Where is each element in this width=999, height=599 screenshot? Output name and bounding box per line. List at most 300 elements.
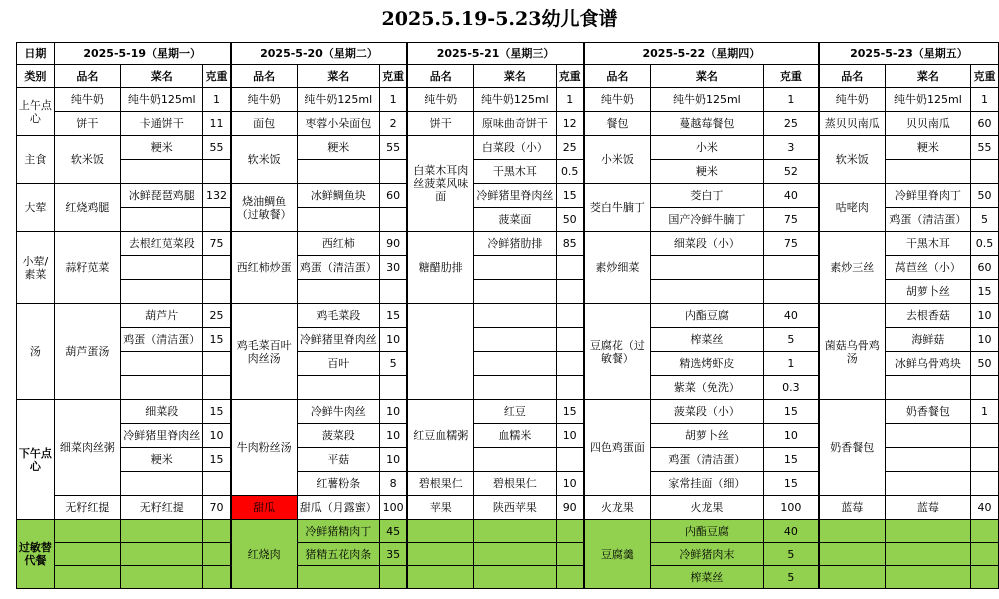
- dish-name: 家常挂面（细）: [650, 472, 763, 496]
- weight: [556, 448, 584, 472]
- item-name: [407, 304, 473, 400]
- category-allergy: 过敏替代餐: [17, 520, 55, 589]
- dish-name: 鸡蛋（清洁蛋）: [885, 208, 970, 232]
- weight: [379, 566, 407, 589]
- dish-name: 粳米: [121, 136, 203, 160]
- weight: [203, 352, 231, 376]
- weight: 75: [763, 208, 818, 232]
- col-item: 品名: [54, 65, 120, 88]
- col-weight: 克重: [971, 65, 999, 88]
- weight: 50: [556, 208, 584, 232]
- dish-name: 猪精五花肉条: [297, 543, 379, 566]
- weight: 5: [379, 352, 407, 376]
- dish-name: 红薯粉条: [297, 472, 379, 496]
- dish-name: 冷鲜猪精肉丁: [297, 520, 379, 543]
- weight: [556, 376, 584, 400]
- weight: 30: [379, 256, 407, 280]
- item-name: 豆腐花（过敏餐）: [584, 304, 650, 400]
- dish-name: [650, 280, 763, 304]
- dish-name: 粳米: [885, 136, 970, 160]
- weight: [203, 280, 231, 304]
- item-name: 牛肉粉丝汤: [231, 400, 297, 496]
- weight: [203, 208, 231, 232]
- weight: [971, 376, 999, 400]
- weight: [379, 376, 407, 400]
- dish-name: [297, 566, 379, 589]
- dish-name: 卡通饼干: [121, 112, 203, 136]
- weight: [203, 160, 231, 184]
- weight: [971, 160, 999, 184]
- table-row: [17, 400, 999, 424]
- weight: 15: [763, 472, 818, 496]
- weight: 25: [763, 112, 818, 136]
- item-name: 纯牛奶: [819, 88, 885, 112]
- weight: [556, 566, 584, 589]
- item-name: 无籽红提: [54, 496, 120, 520]
- col-weight: 克重: [203, 65, 231, 88]
- item-name: [54, 543, 120, 566]
- item-name: 小米饭: [584, 136, 650, 184]
- item-name: 鸡毛菜百叶肉丝汤: [231, 304, 297, 400]
- category-staple: 主食: [17, 136, 55, 184]
- dish-name: [121, 208, 203, 232]
- weight: 35: [379, 543, 407, 566]
- col-dish: 菜名: [297, 65, 379, 88]
- item-name: 苹果: [407, 496, 473, 520]
- dish-name: 血糯米: [474, 424, 556, 448]
- weight: 70: [203, 496, 231, 520]
- item-name: 细菜肉丝粥: [54, 400, 120, 496]
- weight: [203, 472, 231, 496]
- weight: [971, 424, 999, 448]
- weight: 2: [379, 112, 407, 136]
- weight: 75: [203, 232, 231, 256]
- dish-name: [121, 566, 203, 589]
- weight: [971, 520, 999, 543]
- dish-name: 莴苣丝（小）: [885, 256, 970, 280]
- day-header-fri: 2025-5-23（星期五）: [819, 43, 999, 65]
- item-name: 红烧肉: [231, 520, 297, 589]
- weight: 15: [203, 400, 231, 424]
- dish-name: 火龙果: [650, 496, 763, 520]
- dish-name: 无籽红提: [121, 496, 203, 520]
- col-weight: 克重: [379, 65, 407, 88]
- dish-name: 白菜段（小）: [474, 136, 556, 160]
- day-header-mon: 2025-5-19（星期一）: [54, 43, 230, 65]
- dish-name: 干黑木耳: [474, 160, 556, 184]
- weight: 11: [203, 112, 231, 136]
- weight: 90: [556, 496, 584, 520]
- dish-name: 冷鲜猪里脊肉丝: [297, 328, 379, 352]
- item-name: [407, 566, 473, 589]
- weight: 10: [379, 448, 407, 472]
- dish-name: [474, 448, 556, 472]
- col-dish: 菜名: [650, 65, 763, 88]
- weight: 1: [763, 352, 818, 376]
- dish-name: 陕西苹果: [474, 496, 556, 520]
- weight: [203, 520, 231, 543]
- weight: 50: [971, 184, 999, 208]
- weight: [379, 160, 407, 184]
- day-header-thu: 2025-5-22（星期四）: [584, 43, 819, 65]
- dish-name: [297, 160, 379, 184]
- weight: 55: [379, 136, 407, 160]
- weight: 1: [971, 400, 999, 424]
- dish-name: 冰鲜琵琶鸡腿: [121, 184, 203, 208]
- dish-name: 干黑木耳: [885, 232, 970, 256]
- item-name: [54, 520, 120, 543]
- weight: [763, 256, 818, 280]
- weight: [203, 256, 231, 280]
- category-veg: 小荤/素菜: [17, 232, 55, 304]
- table-row: [17, 304, 999, 328]
- weight: 55: [971, 136, 999, 160]
- weight: 45: [379, 520, 407, 543]
- weight: [379, 280, 407, 304]
- dish-name: [474, 566, 556, 589]
- weight: [556, 543, 584, 566]
- weight: [556, 304, 584, 328]
- dish-name: 鸡蛋（清洁蛋）: [121, 328, 203, 352]
- weight: 60: [971, 112, 999, 136]
- dish-name: 茭白丁: [650, 184, 763, 208]
- dish-name: 纯牛奶125ml: [474, 88, 556, 112]
- dish-name: 榨菜丝: [650, 566, 763, 589]
- page-title: 2025.5.19-5.23幼儿食谱: [381, 8, 618, 30]
- dish-name: 冷鲜里脊肉丁: [885, 184, 970, 208]
- dish-name: 纯牛奶125ml: [297, 88, 379, 112]
- dish-name: 纯牛奶125ml: [650, 88, 763, 112]
- dish-name: 冰鲜鲷鱼块: [297, 184, 379, 208]
- weight: 15: [763, 400, 818, 424]
- item-name: 咕咾肉: [819, 184, 885, 232]
- item-name: 红烧鸡腿: [54, 184, 120, 232]
- weight: 85: [556, 232, 584, 256]
- weight: [556, 520, 584, 543]
- col-item: 品名: [584, 65, 650, 88]
- dish-name: 贝贝南瓜: [885, 112, 970, 136]
- col-weight: 克重: [556, 65, 584, 88]
- dish-name: 鸡毛菜段: [297, 304, 379, 328]
- item-name: 纯牛奶: [584, 88, 650, 112]
- item-name: 软米饭: [54, 136, 120, 184]
- item-name: 饼干: [407, 112, 473, 136]
- weight: 5: [763, 543, 818, 566]
- dish-name: [474, 543, 556, 566]
- item-name: 烧油鲷鱼（过敏餐）: [231, 184, 297, 232]
- dish-name: [885, 520, 970, 543]
- table-row: [17, 496, 999, 520]
- weight: [379, 208, 407, 232]
- item-name: 红豆血糯粥: [407, 400, 473, 472]
- weight: [971, 543, 999, 566]
- dish-name: 纯牛奶125ml: [121, 88, 203, 112]
- item-name: [407, 543, 473, 566]
- dish-name: [121, 280, 203, 304]
- weight: 100: [763, 496, 818, 520]
- item-name: 饼干: [54, 112, 120, 136]
- weight: 10: [763, 424, 818, 448]
- dish-name: 冷鲜牛肉丝: [297, 400, 379, 424]
- dish-name: 胡萝卜丝: [650, 424, 763, 448]
- dish-name: 平菇: [297, 448, 379, 472]
- item-name: 面包: [231, 112, 297, 136]
- weight: 40: [971, 496, 999, 520]
- dish-name: 鸡蛋（清洁蛋）: [650, 448, 763, 472]
- weight: [556, 352, 584, 376]
- dish-name: [474, 256, 556, 280]
- table-row: [17, 136, 999, 160]
- dish-name: 粳米: [650, 160, 763, 184]
- weight: 15: [379, 304, 407, 328]
- weight: 5: [971, 208, 999, 232]
- dish-name: 粳米: [121, 448, 203, 472]
- category-meat: 大荤: [17, 184, 55, 232]
- weight: 1: [556, 88, 584, 112]
- dish-name: 纯牛奶125ml: [885, 88, 970, 112]
- item-name: 葫芦蛋汤: [54, 304, 120, 400]
- weight: 40: [763, 304, 818, 328]
- col-item: 品名: [231, 65, 297, 88]
- weight: 0.3: [763, 376, 818, 400]
- item-name: 餐包: [584, 112, 650, 136]
- item-name: 软米饭: [231, 136, 297, 184]
- col-item: 品名: [819, 65, 885, 88]
- weight: 40: [763, 184, 818, 208]
- weight: 25: [203, 304, 231, 328]
- weight: 3: [763, 136, 818, 160]
- weight: 10: [203, 424, 231, 448]
- weight: 1: [203, 88, 231, 112]
- weight: 10: [971, 304, 999, 328]
- dish-name: 冷鲜猪肋排: [474, 232, 556, 256]
- dish-name: [121, 160, 203, 184]
- dish-name: [121, 256, 203, 280]
- item-name: 蒜籽苋菜: [54, 232, 120, 304]
- item-name: [407, 520, 473, 543]
- dish-name: [121, 352, 203, 376]
- item-name: [819, 543, 885, 566]
- item-name: 菌菇乌骨鸡汤: [819, 304, 885, 400]
- dish-name: 枣蓉小朵面包: [297, 112, 379, 136]
- col-item: 品名: [407, 65, 473, 88]
- table-row: [17, 520, 999, 543]
- item-name: 白菜木耳肉丝菠菜风味面: [407, 136, 473, 232]
- table-row: [17, 232, 999, 256]
- weight: [203, 543, 231, 566]
- weight: [971, 448, 999, 472]
- dish-name: [297, 376, 379, 400]
- item-name: [54, 566, 120, 589]
- weight: 1: [763, 88, 818, 112]
- weight: 50: [971, 352, 999, 376]
- dish-name: [474, 280, 556, 304]
- dish-name: 冷鲜猪肉末: [650, 543, 763, 566]
- weight: [556, 256, 584, 280]
- dish-name: 奶香餐包: [885, 400, 970, 424]
- dish-name: [121, 376, 203, 400]
- weight: 52: [763, 160, 818, 184]
- dish-name: 冰鲜乌骨鸡块: [885, 352, 970, 376]
- weight: 75: [763, 232, 818, 256]
- dish-name: [885, 566, 970, 589]
- dish-name: 榨菜丝: [650, 328, 763, 352]
- dish-name: 内酯豆腐: [650, 304, 763, 328]
- weight: 15: [203, 448, 231, 472]
- column-header-row: [17, 65, 999, 88]
- dish-name: 菠菜段（小）: [650, 400, 763, 424]
- dish-name: 去根红苋菜段: [121, 232, 203, 256]
- col-weight: 克重: [763, 65, 818, 88]
- weight: 15: [971, 280, 999, 304]
- table-row: [17, 184, 999, 208]
- weight: 5: [763, 328, 818, 352]
- item-name: 软米饭: [819, 136, 885, 184]
- dish-name: 蔓越莓餐包: [650, 112, 763, 136]
- item-name: 纯牛奶: [407, 88, 473, 112]
- dish-name: [474, 328, 556, 352]
- category-label: 类别: [17, 65, 55, 88]
- dish-name: [650, 256, 763, 280]
- dish-name: 去根香菇: [885, 304, 970, 328]
- weight: 10: [556, 472, 584, 496]
- weight: [203, 566, 231, 589]
- weight: 1: [971, 88, 999, 112]
- item-name: 蒸贝贝南瓜: [819, 112, 885, 136]
- weight: 1: [379, 88, 407, 112]
- dish-name: [474, 520, 556, 543]
- item-name: 糖醋肋排: [407, 232, 473, 304]
- item-name: 甜瓜: [231, 496, 297, 520]
- dish-name: 粳米: [297, 136, 379, 160]
- dish-name: 菠菜段: [297, 424, 379, 448]
- dish-name: 葫芦片: [121, 304, 203, 328]
- weight: 10: [379, 400, 407, 424]
- weight: 90: [379, 232, 407, 256]
- dish-name: [885, 160, 970, 184]
- dish-name: 西红柿: [297, 232, 379, 256]
- item-name: 四色鸡蛋面: [584, 400, 650, 496]
- dish-name: [885, 472, 970, 496]
- dish-name: 冷鲜猪里脊肉丝: [474, 184, 556, 208]
- item-name: 奶香餐包: [819, 400, 885, 496]
- weight: 15: [203, 328, 231, 352]
- weight: 100: [379, 496, 407, 520]
- dish-name: [885, 448, 970, 472]
- dish-name: [885, 424, 970, 448]
- weight: 10: [379, 328, 407, 352]
- dish-name: 细菜段: [121, 400, 203, 424]
- dish-name: 冷鲜猪里脊肉丝: [121, 424, 203, 448]
- weight: 5: [763, 566, 818, 589]
- dish-name: [885, 543, 970, 566]
- dish-name: [474, 304, 556, 328]
- item-name: 纯牛奶: [54, 88, 120, 112]
- weight: [971, 566, 999, 589]
- item-name: 碧根果仁: [407, 472, 473, 496]
- item-name: [819, 520, 885, 543]
- weight: 132: [203, 184, 231, 208]
- dish-name: 蓝莓: [885, 496, 970, 520]
- day-header-wed: 2025-5-21（星期三）: [407, 43, 584, 65]
- weight: 40: [763, 520, 818, 543]
- item-name: 茭白牛腩丁: [584, 184, 650, 232]
- dish-name: 精选烤虾皮: [650, 352, 763, 376]
- col-dish: 菜名: [121, 65, 203, 88]
- dish-name: 海鲜菇: [885, 328, 970, 352]
- dish-name: [121, 543, 203, 566]
- weight: [556, 280, 584, 304]
- item-name: 火龙果: [584, 496, 650, 520]
- dish-name: 胡萝卜丝: [885, 280, 970, 304]
- date-label: 日期: [17, 43, 55, 65]
- weight: 10: [971, 328, 999, 352]
- category-pm-snack: 下午点心: [17, 400, 55, 520]
- col-dish: 菜名: [885, 65, 970, 88]
- menu-table: [16, 42, 999, 589]
- item-name: 素炒三丝: [819, 232, 885, 304]
- dish-name: 红豆: [474, 400, 556, 424]
- table-row: [17, 566, 999, 589]
- dish-name: 细菜段（小）: [650, 232, 763, 256]
- date-row: [17, 43, 999, 65]
- weight: 12: [556, 112, 584, 136]
- dish-name: [297, 280, 379, 304]
- dish-name: 百叶: [297, 352, 379, 376]
- dish-name: 甜瓜（月露蜜）: [297, 496, 379, 520]
- dish-name: 国产冷鲜牛腩丁: [650, 208, 763, 232]
- dish-name: [885, 376, 970, 400]
- weight: [971, 472, 999, 496]
- item-name: 纯牛奶: [231, 88, 297, 112]
- item-name: [819, 566, 885, 589]
- dish-name: [121, 472, 203, 496]
- dish-name: 碧根果仁: [474, 472, 556, 496]
- weight: 55: [203, 136, 231, 160]
- dish-name: 菠菜面: [474, 208, 556, 232]
- weight: 60: [971, 256, 999, 280]
- dish-name: 内酯豆腐: [650, 520, 763, 543]
- weight: 25: [556, 136, 584, 160]
- table-row: [17, 543, 999, 566]
- dish-name: [121, 520, 203, 543]
- weight: 0.5: [556, 160, 584, 184]
- table-row: [17, 88, 999, 112]
- weight: 10: [556, 424, 584, 448]
- dish-name: 小米: [650, 136, 763, 160]
- weight: 0.5: [971, 232, 999, 256]
- weight: 15: [556, 184, 584, 208]
- weight: [203, 376, 231, 400]
- item-name: 西红柿炒蛋: [231, 232, 297, 304]
- weight: 60: [379, 184, 407, 208]
- category-soup: 汤: [17, 304, 55, 400]
- weight: 8: [379, 472, 407, 496]
- day-header-tue: 2025-5-20（星期二）: [231, 43, 408, 65]
- dish-name: [297, 208, 379, 232]
- category-am-snack: 上午点心: [17, 88, 55, 136]
- dish-name: 紫菜（免洗）: [650, 376, 763, 400]
- dish-name: [474, 352, 556, 376]
- col-dish: 菜名: [474, 65, 556, 88]
- weight: [556, 328, 584, 352]
- table-row: [17, 112, 999, 136]
- item-name: 豆腐羹: [584, 520, 650, 589]
- weight: 15: [556, 400, 584, 424]
- item-name: 素炒细菜: [584, 232, 650, 304]
- weight: 15: [763, 448, 818, 472]
- weight: [763, 280, 818, 304]
